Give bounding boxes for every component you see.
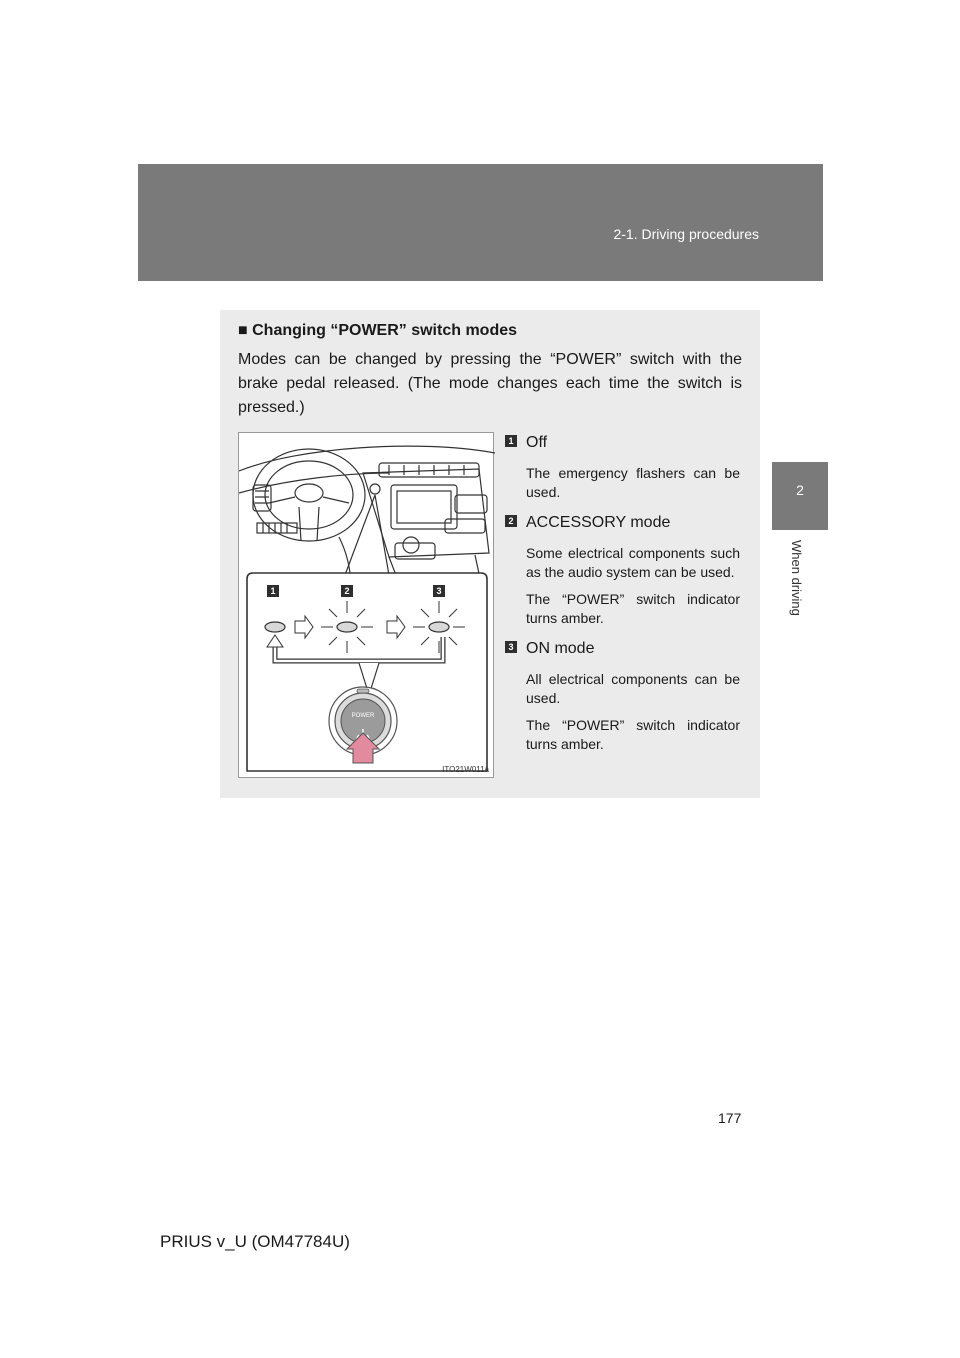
steering-logo <box>295 484 323 502</box>
section-title: 2-1. Driving procedures <box>613 226 759 242</box>
mode-list <box>505 432 740 764</box>
badge-3: 3 <box>433 585 445 597</box>
header-band <box>138 164 823 281</box>
badge-2: 2 <box>341 585 353 597</box>
page-number: 177 <box>718 1110 742 1126</box>
mode-off <box>505 432 740 502</box>
mode-badge: 1 <box>505 435 517 447</box>
mode-description: The “POWER” switch indicator turns amber. <box>526 591 740 626</box>
mode-name: ON mode <box>526 640 595 657</box>
power-switch-illustration <box>238 432 494 778</box>
chapter-tab <box>772 462 828 530</box>
mode-badge: 3 <box>505 641 517 653</box>
mode-description: All electrical components can be used. <box>526 671 740 706</box>
box-intro: Modes can be changed by pressing the “POWER” switch with the brake pedal released. (The mode changes each time the switch is pressed.) <box>238 351 742 416</box>
box-heading: ■ Changing “POWER” switch modes <box>238 322 518 339</box>
mode-accessory <box>505 512 740 628</box>
mode-on <box>505 638 740 754</box>
power-button-label: POWER <box>351 713 375 719</box>
chapter-number: 2 <box>796 482 804 498</box>
power-switch-location <box>370 484 380 494</box>
mode-badge: 2 <box>505 515 517 527</box>
mode-name: ACCESSORY mode <box>526 514 671 531</box>
info-box <box>220 310 760 798</box>
mode-description: The “POWER” switch indicator turns amber. <box>526 717 740 752</box>
model-code: PRIUS v_U (OM47784U) <box>160 1232 350 1251</box>
mode-description: Some electrical components such as the audio system can be used. <box>526 545 740 580</box>
mode-name: Off <box>526 434 548 451</box>
dashboard-drawing <box>239 433 495 779</box>
figure-code: ITO21W011a <box>442 765 489 774</box>
chapter-title: When driving <box>789 540 804 616</box>
badge-1: 1 <box>267 585 279 597</box>
mode-description: The emergency flashers can be used. <box>526 465 740 500</box>
